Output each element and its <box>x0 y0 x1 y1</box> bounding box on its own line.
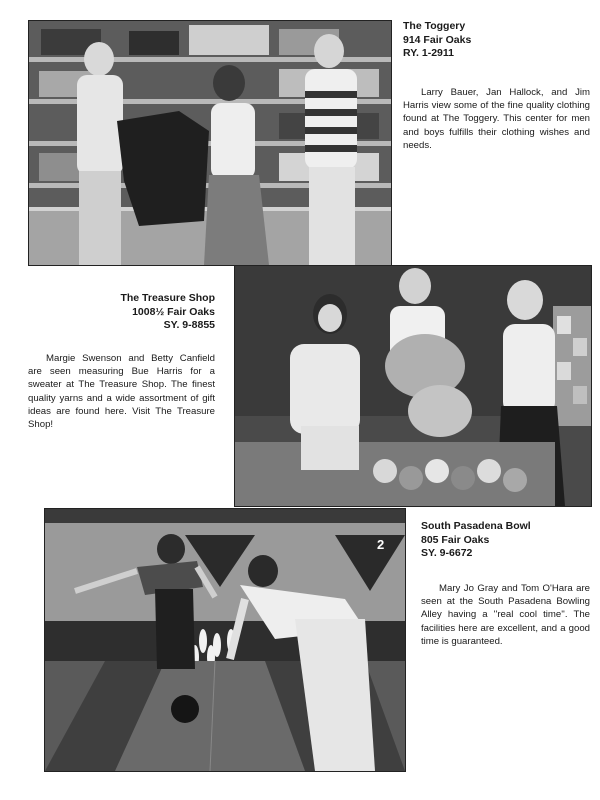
toggery-caption: Larry Bauer, Jan Hallock, and Jim Harris view some of the fine quality clothing found at The Toggery. This center for men and boys fulfills their clothing wishes and needs. <box>403 87 590 151</box>
treasure-shop-heading <box>90 292 215 333</box>
bowl-address: 805 Fair Oaks <box>421 533 490 546</box>
toggery-photo <box>28 20 392 266</box>
treasure-shop-photo <box>234 265 592 507</box>
bowling-photo <box>44 508 406 772</box>
toggery-caption-block <box>403 86 590 152</box>
treasure-shop-phone: SY. 9-8855 <box>163 319 215 331</box>
bowl-phone: SY. 9-6672 <box>421 547 473 559</box>
bowl-heading <box>421 520 531 561</box>
bowl-name: South Pasadena Bowl <box>421 520 531 532</box>
bowl-caption-block <box>421 582 590 648</box>
treasure-shop-caption: Margie Swenson and Betty Canfield are seen measuring Bue Harris for a sweater at The Treasure Shop. The finest quality yarns and a wide assortment of gift ideas are found here. Visit The Treasure Shop! <box>28 353 215 431</box>
toggery-phone: RY. 1-2911 <box>403 47 454 59</box>
lane-number: 2 <box>377 537 385 552</box>
bowl-caption: Mary Jo Gray and Tom O'Hara are seen at the South Pasadena Bowling Alley having a ''real cool time''. The facilities here are excellent, and a good time is guaranteed. <box>421 583 590 647</box>
treasure-shop-address: 1008½ Fair Oaks <box>132 305 215 318</box>
toggery-address: 914 Fair Oaks <box>403 33 472 46</box>
treasure-shop-caption-block <box>28 352 215 431</box>
toggery-heading <box>403 20 471 61</box>
toggery-name: The Toggery <box>403 20 466 32</box>
treasure-shop-name: The Treasure Shop <box>120 292 215 304</box>
